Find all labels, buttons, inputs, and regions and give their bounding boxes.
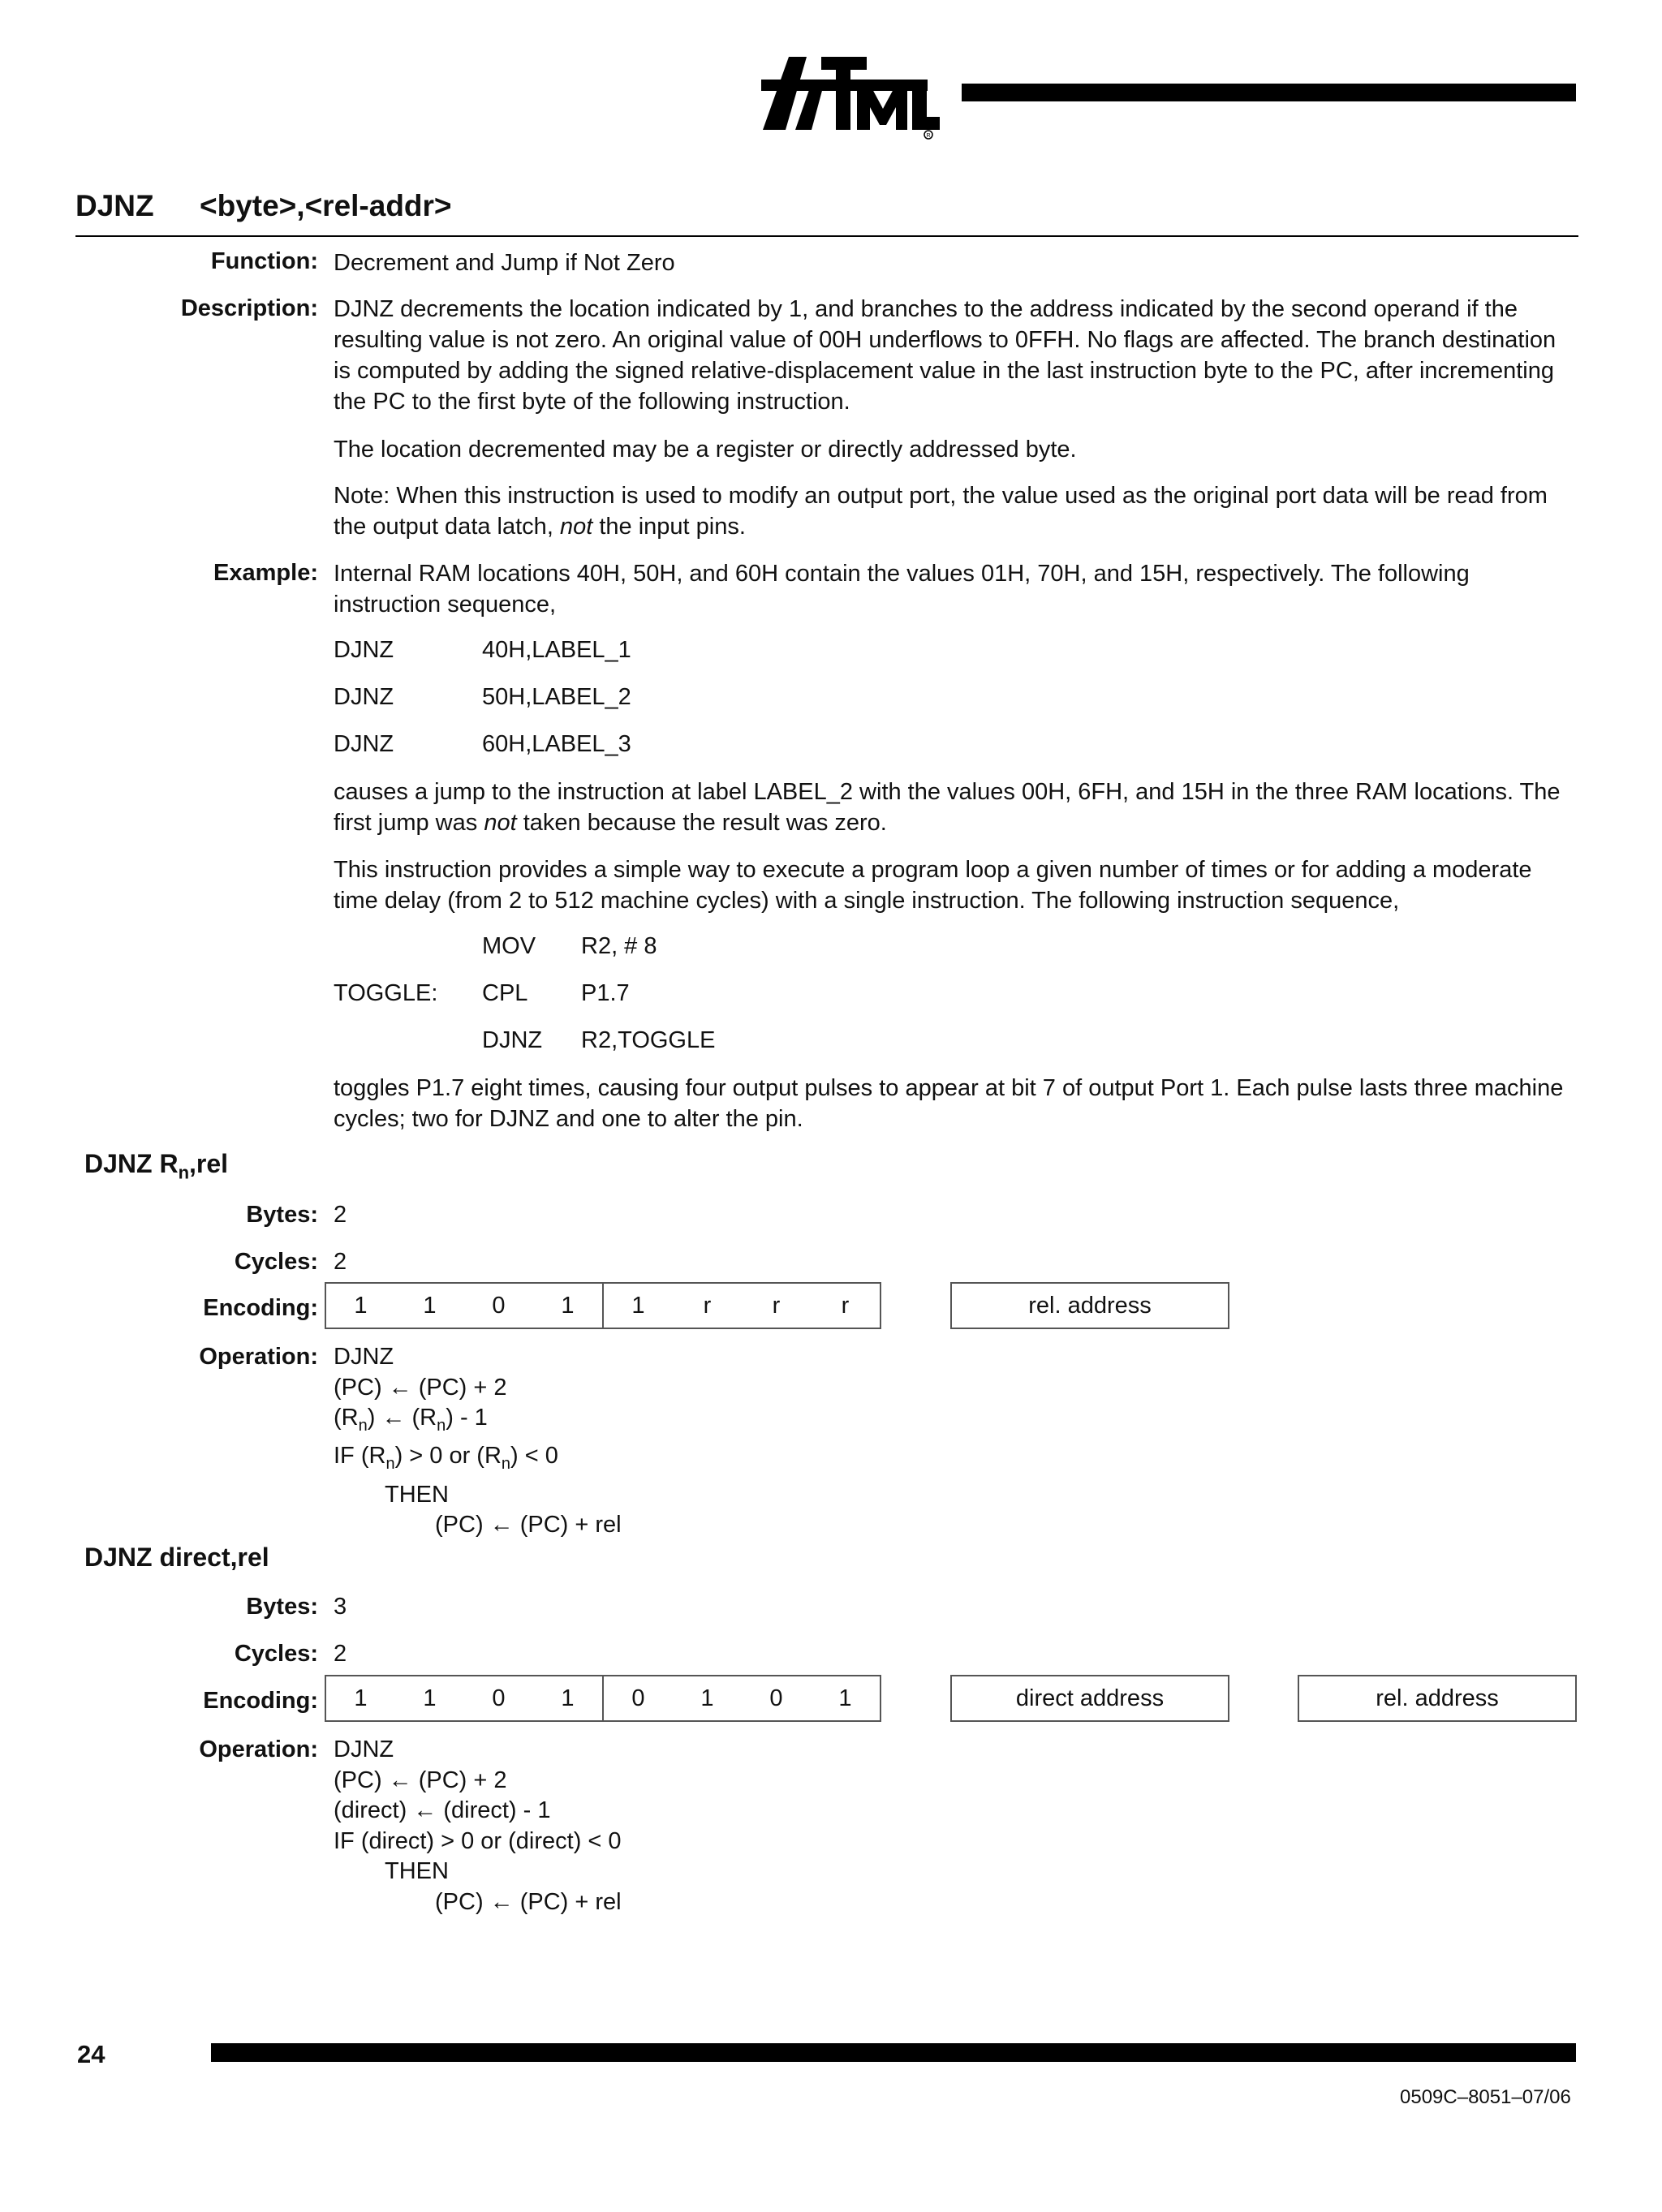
encoding-bit: 0 — [631, 1685, 645, 1711]
cycles-value: 2 — [334, 1249, 347, 1275]
title-mnemonic: DJNZ — [75, 189, 154, 222]
form-rn-heading: DJNZ $R_n,rel$ — [84, 1149, 229, 1183]
op-line: (PC) ← (PC) + rel — [435, 1512, 622, 1539]
example-result: causes a jump to the instruction at label LABEL_2 with the values 00H, 6FH, and 15H in the three RAM locations. The first jump was not taken because the result was zero. — [334, 779, 1561, 836]
code-args: R2, # 8 — [581, 933, 657, 959]
function-label: Function: — [210, 248, 318, 274]
operation-label: Operation: — [199, 1344, 318, 1370]
bytes-label: Bytes: — [246, 1594, 318, 1620]
encoding-bit: r — [841, 1292, 850, 1319]
code-op: DJNZ — [334, 731, 394, 757]
encoding-bit: 1 — [700, 1685, 714, 1711]
operation-label: Operation: — [199, 1736, 318, 1762]
svg-text:R: R — [926, 133, 931, 139]
example-label: Example: — [213, 560, 318, 586]
cycles-label: Cycles: — [234, 1249, 318, 1275]
code-op: MOV — [482, 933, 536, 959]
description-p1: DJNZ decrements the location indicated by 1, and branches to the address indicated by the second operand if the resulting value is not zero. An original value of 00H underflows to 0FFH. No flags are affected. The branch destination is computed by adding the signed relative-displacement value in the last instruction byte to the PC, after incrementing the PC to the first byte of the following instruction. — [334, 296, 1557, 415]
encoding-direct-address-box: direct address — [950, 1675, 1229, 1722]
code-args: 50H,LABEL_2 — [482, 684, 631, 710]
encoding-bit: 1 — [838, 1685, 852, 1711]
page-title — [75, 189, 452, 223]
encoding-bit: 1 — [561, 1292, 575, 1319]
encoding-bit: r — [772, 1292, 781, 1319]
code-op: DJNZ — [334, 684, 394, 710]
description-note: Note: When this instruction is used to modify an output port, the value used as the original port data will be read from the output data latch, not the input pins. — [334, 483, 1548, 540]
op-line: IF $(R_n) > 0$ or $(R_n) < 0$ — [334, 1443, 558, 1474]
op-line: IF (direct) > 0 or (direct) < 0 — [334, 1827, 622, 1854]
op-line: THEN — [385, 1858, 449, 1884]
encoding-rel-address-box: rel. address — [950, 1282, 1229, 1329]
bytes-label: Bytes: — [246, 1202, 318, 1228]
op-line: (PC) ← (PC) + 2 — [334, 1374, 507, 1401]
code-label: TOGGLE: — [334, 980, 438, 1006]
operation-block — [334, 1342, 622, 1541]
operation-block — [334, 1735, 622, 1917]
example-toggle-text: toggles P1.7 eight times, causing four output pulses to appear at bit 7 of output Port 1. Each pulse lasts three machine cycles; two for DJNZ and one to alter the pin. — [334, 1075, 1564, 1132]
encoding-bit: 1 — [354, 1292, 368, 1319]
code-args: P1.7 — [581, 980, 630, 1006]
op-line: (direct) ← (direct) - 1 — [334, 1797, 551, 1823]
document-id: 0509C–8051–07/06 — [1400, 2086, 1571, 2108]
code-args: R2,TOGGLE — [581, 1027, 716, 1053]
encoding-bit: 1 — [631, 1292, 645, 1319]
description-label: Description: — [180, 295, 318, 321]
encoding-high-nibble — [325, 1675, 604, 1722]
description-p2: The location decremented may be a register or directly addressed byte. — [334, 437, 1077, 463]
encoding-high-nibble — [325, 1282, 604, 1329]
example-loop-text: This instruction provides a simple way to execute a program loop a given number of times or for adding a moderate time delay (from 2 to 512 machine cycles) with a single instruction. The following instruction sequence, — [334, 857, 1532, 914]
encoding-bit: 0 — [492, 1292, 506, 1319]
code-op: DJNZ — [334, 637, 394, 663]
op-line: THEN — [385, 1481, 449, 1508]
cycles-value: 2 — [334, 1641, 347, 1667]
encoding-bit: 0 — [769, 1685, 783, 1711]
op-line: $(R_n)$ ← $(R_n) - 1$ — [334, 1405, 488, 1435]
encoding-bit: 0 — [492, 1685, 506, 1711]
op-line: DJNZ — [334, 1344, 394, 1370]
encoding-bit: 1 — [423, 1292, 437, 1319]
encoding-low-nibble — [602, 1675, 881, 1722]
header-bar — [962, 84, 1576, 101]
encoding-rel-address-box: rel. address — [1298, 1675, 1577, 1722]
footer-bar — [211, 2043, 1576, 2062]
encoding-label: Encoding: — [203, 1295, 318, 1321]
title-operands: <byte>,<rel-addr> — [200, 189, 452, 222]
code-args: 60H,LABEL_3 — [482, 731, 631, 757]
bytes-value: 2 — [334, 1202, 347, 1228]
op-line: DJNZ — [334, 1736, 394, 1762]
form-direct-heading: DJNZ direct,rel — [84, 1543, 269, 1572]
bytes-value: 3 — [334, 1594, 347, 1620]
encoding-label: Encoding: — [203, 1688, 318, 1714]
op-line: (PC) ← (PC) + 2 — [334, 1767, 507, 1793]
encoding-bit: 1 — [423, 1685, 437, 1711]
title-rule — [75, 235, 1578, 237]
atmel-logo — [761, 50, 940, 140]
cycles-label: Cycles: — [234, 1641, 318, 1667]
code-op: CPL — [482, 980, 528, 1006]
encoding-bit: 1 — [354, 1685, 368, 1711]
code-args: 40H,LABEL_1 — [482, 637, 631, 663]
code-op: DJNZ — [482, 1027, 543, 1053]
example-intro: Internal RAM locations 40H, 50H, and 60H contain the values 01H, 70H, and 15H, respectively. The following instruction sequence, — [334, 561, 1470, 618]
page-number: 24 — [77, 2040, 105, 2068]
encoding-bit: r — [703, 1292, 712, 1319]
encoding-bit: 1 — [561, 1685, 575, 1711]
function-text: Decrement and Jump if Not Zero — [334, 250, 675, 276]
op-line: (PC) ← (PC) + rel — [435, 1888, 622, 1915]
encoding-low-nibble — [602, 1282, 881, 1329]
